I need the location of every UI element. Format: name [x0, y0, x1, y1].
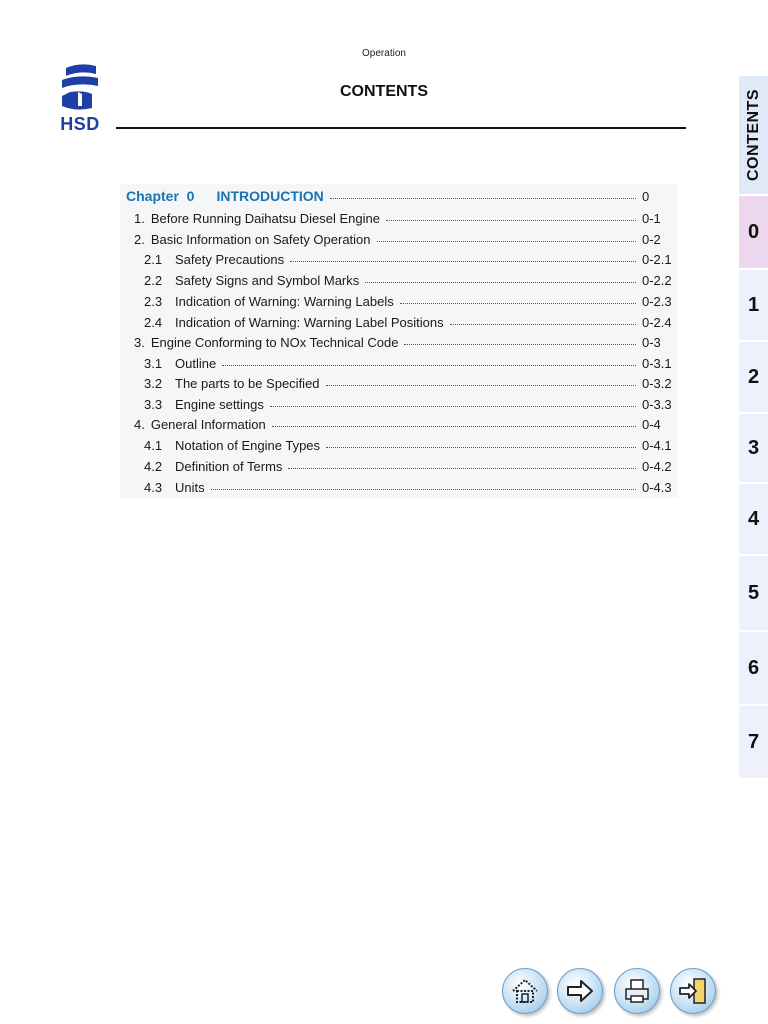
arrow-right-icon [564, 975, 596, 1007]
tab-label: 7 [747, 730, 760, 753]
exit-button[interactable] [670, 968, 716, 1014]
dot-leader [450, 324, 636, 325]
tab-label: 1 [747, 293, 760, 316]
toc-entry[interactable] [120, 312, 678, 332]
entry-title: Basic Information on Safety Operation [150, 231, 371, 247]
tab-chapter-4[interactable] [739, 484, 768, 556]
entry-page: 0-3.3 [642, 396, 672, 412]
tab-contents[interactable] [739, 76, 768, 196]
home-button[interactable] [502, 968, 548, 1014]
chapter-title: INTRODUCTION [216, 188, 324, 204]
entry-title: Notation of Engine Types [175, 437, 321, 453]
entry-page: 0-4.3 [642, 479, 672, 495]
entry-number: 4.1 [144, 437, 163, 453]
tab-chapter-1[interactable] [739, 270, 768, 342]
toc-entry[interactable] [120, 353, 678, 373]
tab-label: 2 [747, 365, 760, 388]
section-label: Operation [362, 48, 406, 59]
toc-entry[interactable] [120, 414, 678, 434]
chapter-number: Chapter 0 [126, 188, 195, 204]
entry-number: 4.3 [144, 479, 163, 495]
chapter-page: 0 [642, 188, 650, 204]
toc-entry[interactable] [120, 208, 678, 228]
toc-entry[interactable] [120, 270, 678, 290]
entry-page: 0-1 [642, 210, 661, 226]
entry-number: 2.1 [144, 251, 163, 267]
entry-title: Definition of Terms [175, 458, 283, 474]
toc-entry[interactable] [120, 456, 678, 476]
tab-chapter-5[interactable] [739, 556, 768, 632]
tab-chapter-6[interactable] [739, 632, 768, 706]
entry-title: Before Running Daihatsu Diesel Engine [150, 210, 380, 226]
tab-label: 5 [747, 581, 760, 604]
toc-entry[interactable] [120, 394, 678, 414]
logo-text: HSD [60, 114, 100, 134]
entry-number: 3.1 [144, 355, 163, 371]
tab-chapter-2[interactable] [739, 342, 768, 414]
entry-number: 2.3 [144, 293, 163, 309]
toc-entry[interactable] [120, 249, 678, 269]
tab-label: 0 [747, 220, 760, 243]
tab-label: CONTENTS [744, 89, 762, 181]
entry-number: 3.2 [144, 375, 163, 391]
entry-title: Engine settings [175, 396, 264, 412]
entry-title: Indication of Warning: Warning Labels [175, 293, 394, 309]
tab-chapter-3[interactable] [739, 414, 768, 484]
entry-page: 0-3.2 [642, 375, 672, 391]
next-button[interactable] [557, 968, 603, 1014]
entry-number: 2. [134, 231, 145, 247]
toc-entry[interactable] [120, 229, 678, 249]
entry-page: 0-2.3 [642, 293, 672, 309]
tab-label: 4 [747, 507, 760, 530]
title-divider [116, 127, 686, 129]
tab-label: 3 [747, 436, 760, 459]
table-of-contents [120, 184, 678, 498]
entry-title: Outline [175, 355, 217, 371]
entry-page: 0-4 [642, 416, 661, 432]
dot-leader [404, 344, 636, 345]
entry-page: 0-2.1 [642, 251, 672, 267]
entry-title: General Information [150, 416, 266, 432]
dot-leader [330, 198, 636, 199]
page-title: CONTENTS [340, 83, 428, 100]
tab-label: 6 [747, 656, 760, 679]
entry-page: 0-4.1 [642, 437, 672, 453]
entry-page: 0-2.4 [642, 314, 672, 330]
entry-title: Units [175, 479, 205, 495]
tab-chapter-0[interactable] [739, 196, 768, 270]
dot-leader [365, 282, 636, 283]
entry-page: 0-2.2 [642, 272, 672, 288]
entry-number: 1. [134, 210, 145, 226]
entry-title: Indication of Warning: Warning Label Positions [175, 314, 444, 330]
entry-page: 0-3.1 [642, 355, 672, 371]
dot-leader [288, 468, 636, 469]
home-icon [509, 975, 541, 1007]
entry-title: Safety Precautions [175, 251, 285, 267]
dot-leader [270, 406, 636, 407]
dot-leader [290, 261, 636, 262]
entry-title: The parts to be Specified [175, 375, 320, 391]
entry-title: Safety Signs and Symbol Marks [175, 272, 360, 288]
toc-entry[interactable] [120, 332, 678, 352]
entry-page: 0-4.2 [642, 458, 672, 474]
entry-page: 0-2 [642, 231, 661, 247]
entry-page: 0-3 [642, 334, 661, 350]
print-button[interactable] [614, 968, 660, 1014]
toc-entry[interactable] [120, 373, 678, 393]
dot-leader [222, 365, 636, 366]
dot-leader [326, 447, 636, 448]
dot-leader [400, 303, 636, 304]
dot-leader [272, 426, 636, 427]
printer-icon [621, 975, 653, 1007]
toc-entry[interactable] [120, 477, 678, 497]
toc-chapter-heading[interactable] [120, 186, 678, 206]
tab-chapter-7[interactable] [739, 706, 768, 780]
exit-door-icon [677, 975, 709, 1007]
entry-number: 4. [134, 416, 145, 432]
dot-leader [211, 489, 636, 490]
entry-number: 3. [134, 334, 145, 350]
toc-entry[interactable] [120, 435, 678, 455]
entry-number: 2.4 [144, 314, 163, 330]
toc-entry[interactable] [120, 291, 678, 311]
dot-leader [377, 241, 636, 242]
entry-title: Engine Conforming to NOx Technical Code [150, 334, 399, 350]
entry-number: 4.2 [144, 458, 163, 474]
dot-leader [386, 220, 636, 221]
entry-number: 3.3 [144, 396, 163, 412]
entry-number: 2.2 [144, 272, 163, 288]
dot-leader [326, 385, 636, 386]
